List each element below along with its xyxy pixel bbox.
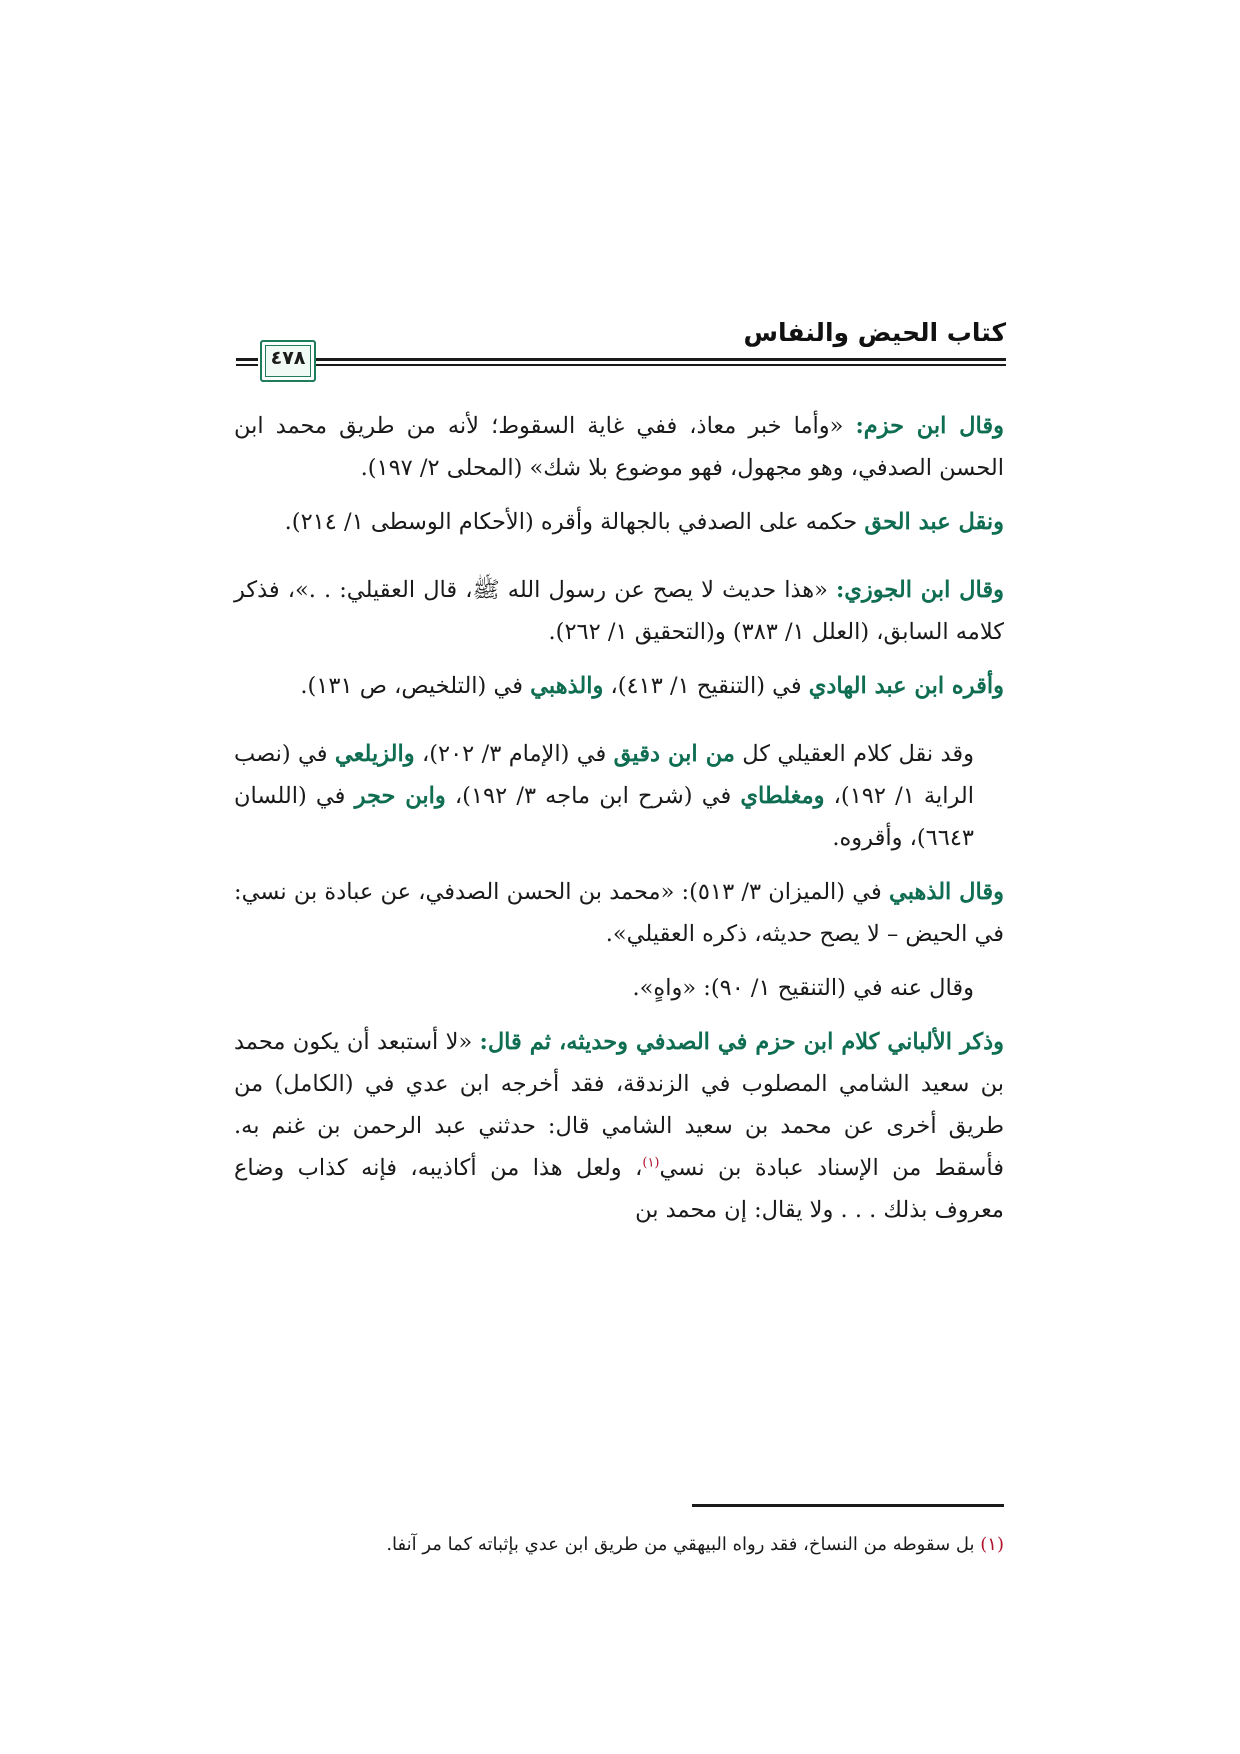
footnote-text: بل سقوطه من النساخ، فقد رواه البيهقي من طريق ابن عدي بإثباته كما مر آنفا. xyxy=(386,1534,981,1555)
paragraph xyxy=(234,733,1004,859)
paragraph-text: في (التنقيح ١/ ٤١٣)، xyxy=(603,673,809,699)
highlighted-name: ونقل عبد الحق xyxy=(864,509,1004,535)
paragraph xyxy=(234,871,1004,955)
paragraph-text: وقد نقل كلام العقيلي كل xyxy=(734,741,974,767)
paragraph-text: وقال عنه في (التنقيح ١/ ٩٠): «واهٍ». xyxy=(632,975,974,1001)
paragraph-text: في (نصب الراية ١/ ١٩٢)، xyxy=(234,741,975,809)
page-number-badge xyxy=(260,340,316,382)
paragraph xyxy=(234,569,1004,653)
book-title: كتاب الحيض والنفاس xyxy=(743,318,1006,347)
header-rule xyxy=(316,358,1006,361)
paragraph xyxy=(234,967,1004,1009)
highlighted-name: وقال الذهبي xyxy=(888,879,1004,905)
paragraph-text: «لا أستبعد أن يكون محمد بن سعيد الشامي المصلوب في الزندقة، فقد أخرجه ابن عدي في (الكامل) من طريق أخرى عن محمد بن سعيد الشامي قال: حدثني عبد الرحمن بن غنم به. فأسقط من الإسناد عبادة بن نسي xyxy=(234,1029,1004,1181)
paragraph-text: في (اللسان ٦٦٤٣)، وأقروه. xyxy=(234,783,974,851)
highlighted-name: وذكر الألباني كلام ابن حزم في الصدفي وحديثه، ثم قال: xyxy=(479,1029,1004,1055)
highlighted-name: والزيلعي xyxy=(334,741,415,767)
page-header xyxy=(236,318,1006,378)
paragraph xyxy=(234,665,1004,707)
highlighted-name: وقال ابن حزم: xyxy=(855,413,1004,439)
paragraph-text: في (الإمام ٣/ ٢٠٢)، xyxy=(414,741,614,767)
paragraph xyxy=(234,501,1004,543)
footnote-divider xyxy=(692,1504,1004,1507)
header-rule xyxy=(236,358,258,361)
highlighted-name: ومغلطاي xyxy=(740,783,825,809)
paragraph-text: ، ولعل هذا من أكاذيبه، فإنه كذاب وضاع معروف بذلك . . . ولا يقال: إن محمد بن xyxy=(234,1155,1004,1223)
paragraph-text: «هذا حديث لا يصح عن رسول الله ﷺ، قال العقيلي: . .»، فذكر كلامه السابق، (العلل ١/ ٣٨٣) و(التحقيق ١/ ٢٦٢). xyxy=(234,577,1004,645)
paragraph xyxy=(234,405,1004,489)
highlighted-name: وابن حجر xyxy=(354,783,446,809)
highlighted-name: من ابن دقيق xyxy=(613,741,735,767)
footnote-number: (١) xyxy=(980,1534,1004,1555)
paragraph-text: في (شرح ابن ماجه ٣/ ١٩٢)، xyxy=(445,783,741,809)
header-rule xyxy=(316,364,1006,366)
footnote xyxy=(234,1530,1004,1560)
main-text xyxy=(234,405,1004,1243)
highlighted-name: والذهبي xyxy=(530,673,604,699)
highlighted-name: وأقره ابن عبد الهادي xyxy=(808,673,1004,699)
header-rule xyxy=(236,364,258,366)
paragraph-text: «وأما خبر معاذ، ففي غاية السقوط؛ لأنه من طريق محمد ابن الحسن الصدفي، وهو مجهول، فهو موضوع بلا شك» (المحلى ٢/ ١٩٧). xyxy=(234,413,1004,481)
paragraph-text: في (التلخيص، ص ١٣١). xyxy=(300,673,531,699)
paragraph-text: حكمه على الصدفي بالجهالة وأقره (الأحكام الوسطى ١/ ٢١٤). xyxy=(284,509,865,535)
footnote-reference[interactable]: (١) xyxy=(642,1155,660,1171)
paragraph xyxy=(234,1021,1004,1231)
paragraph-text: في (الميزان ٣/ ٥١٣): «محمد بن الحسن الصدفي، عن عبادة بن نسي: في الحيض – لا يصح حديثه، ذكره العقيلي». xyxy=(234,879,1004,947)
highlighted-name: وقال ابن الجوزي: xyxy=(836,577,1005,603)
page-number: ٤٧٨ xyxy=(270,347,306,369)
